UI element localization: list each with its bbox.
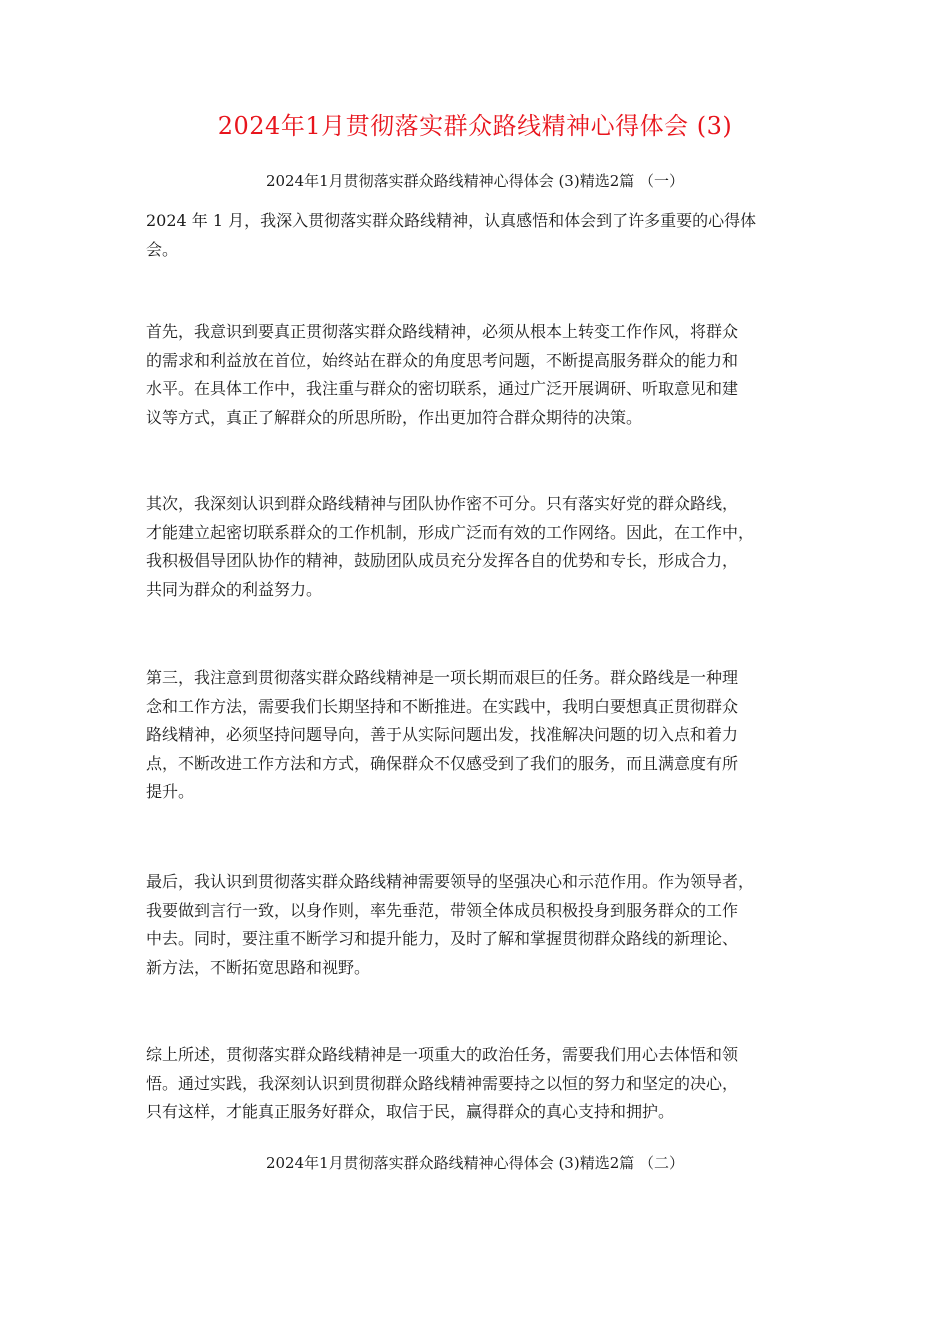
text-line: 才能建立起密切联系群众的工作机制，形成广泛而有效的工作网络。因此，在工作中， (146, 522, 755, 542)
paragraph-first (146, 318, 738, 432)
text-line: 新方法，不断拓宽思路和视野。 (146, 957, 371, 977)
text-line: 中去。同时，要注重不断学习和提升能力，及时了解和掌握贯彻群众路线的新理论、 (146, 929, 739, 948)
section-heading-2: 2024年1月贯彻落实群众路线精神心得体会 (3)精选2篇 （二） (265, 1154, 685, 1172)
text-line: 悟。通过实践，我深刻认识到贯彻群众路线精神需要持之以恒的努力和坚定的决心， (146, 1073, 739, 1093)
text-line: 路线精神，必须坚持问题导向，善于从实际问题出发，找准解决问题的切入点和着力 (146, 725, 739, 744)
paragraph-third (146, 664, 738, 807)
text-line: 点，不断改进工作方法和方式，确保群众不仅感受到了我们的服务，而且满意度有所 (146, 753, 739, 773)
text-line: 我要做到言行一致，以身作则，率先垂范，带领全体成员积极投身到服务群众的工作 (146, 900, 739, 920)
text-line: 首先，我意识到要真正贯彻落实群众路线精神，必须从根本上转变工作作风，将群众 (146, 322, 739, 341)
text-line: 念和工作方法，需要我们长期坚持和不断推进。在实践中，我明白要想真正贯彻群众 (146, 696, 739, 716)
text-line: 水平。在具体工作中，我注重与群众的密切联系，通过广泛开展调研、听取意见和建 (146, 379, 739, 398)
text-line: 共同为群众的利益努力。 (146, 579, 323, 599)
paragraph-intro (146, 207, 756, 264)
text-line: 最后，我认识到贯彻落实群众路线精神需要领导的坚强决心和示范作用。作为领导者， (146, 872, 755, 891)
text-line: 会。 (146, 239, 179, 259)
text-line: 我积极倡导团队协作的精神，鼓励团队成员充分发挥各自的优势和专长，形成合力， (146, 551, 739, 570)
text-line: 其次，我深刻认识到群众路线精神与团队协作密不可分。只有落实好党的群众路线， (146, 494, 739, 513)
text-line: 只有这样，才能真正服务好群众，取信于民，赢得群众的真心支持和拥护。 (146, 1102, 675, 1121)
section-heading-1: 2024年1月贯彻落实群众路线精神心得体会 (3)精选2篇 （一） (265, 172, 685, 190)
document-title: 2024年1月贯彻落实群众路线精神心得体会 (3) (217, 112, 733, 140)
text-line: 2024 年 1 月，我深入贯彻落实群众路线精神，认真感悟和体会到了许多重要的心得体 (146, 211, 757, 230)
paragraph-second (146, 490, 754, 604)
text-line: 综上所述，贯彻落实群众路线精神是一项重大的政治任务，需要我们用心去体悟和领 (146, 1045, 739, 1064)
text-line: 议等方式，真正了解群众的所思所盼，作出更加符合群众期待的决策。 (146, 407, 643, 427)
text-line: 第三，我注意到贯彻落实群众路线精神是一项长期而艰巨的任务。群众路线是一种理 (146, 668, 739, 687)
paragraph-fourth (146, 868, 754, 982)
text-line: 提升。 (146, 782, 195, 801)
paragraph-conclusion (146, 1041, 738, 1127)
text-line: 的需求和利益放在首位，始终站在群众的角度思考问题，不断提高服务群众的能力和 (146, 350, 739, 370)
